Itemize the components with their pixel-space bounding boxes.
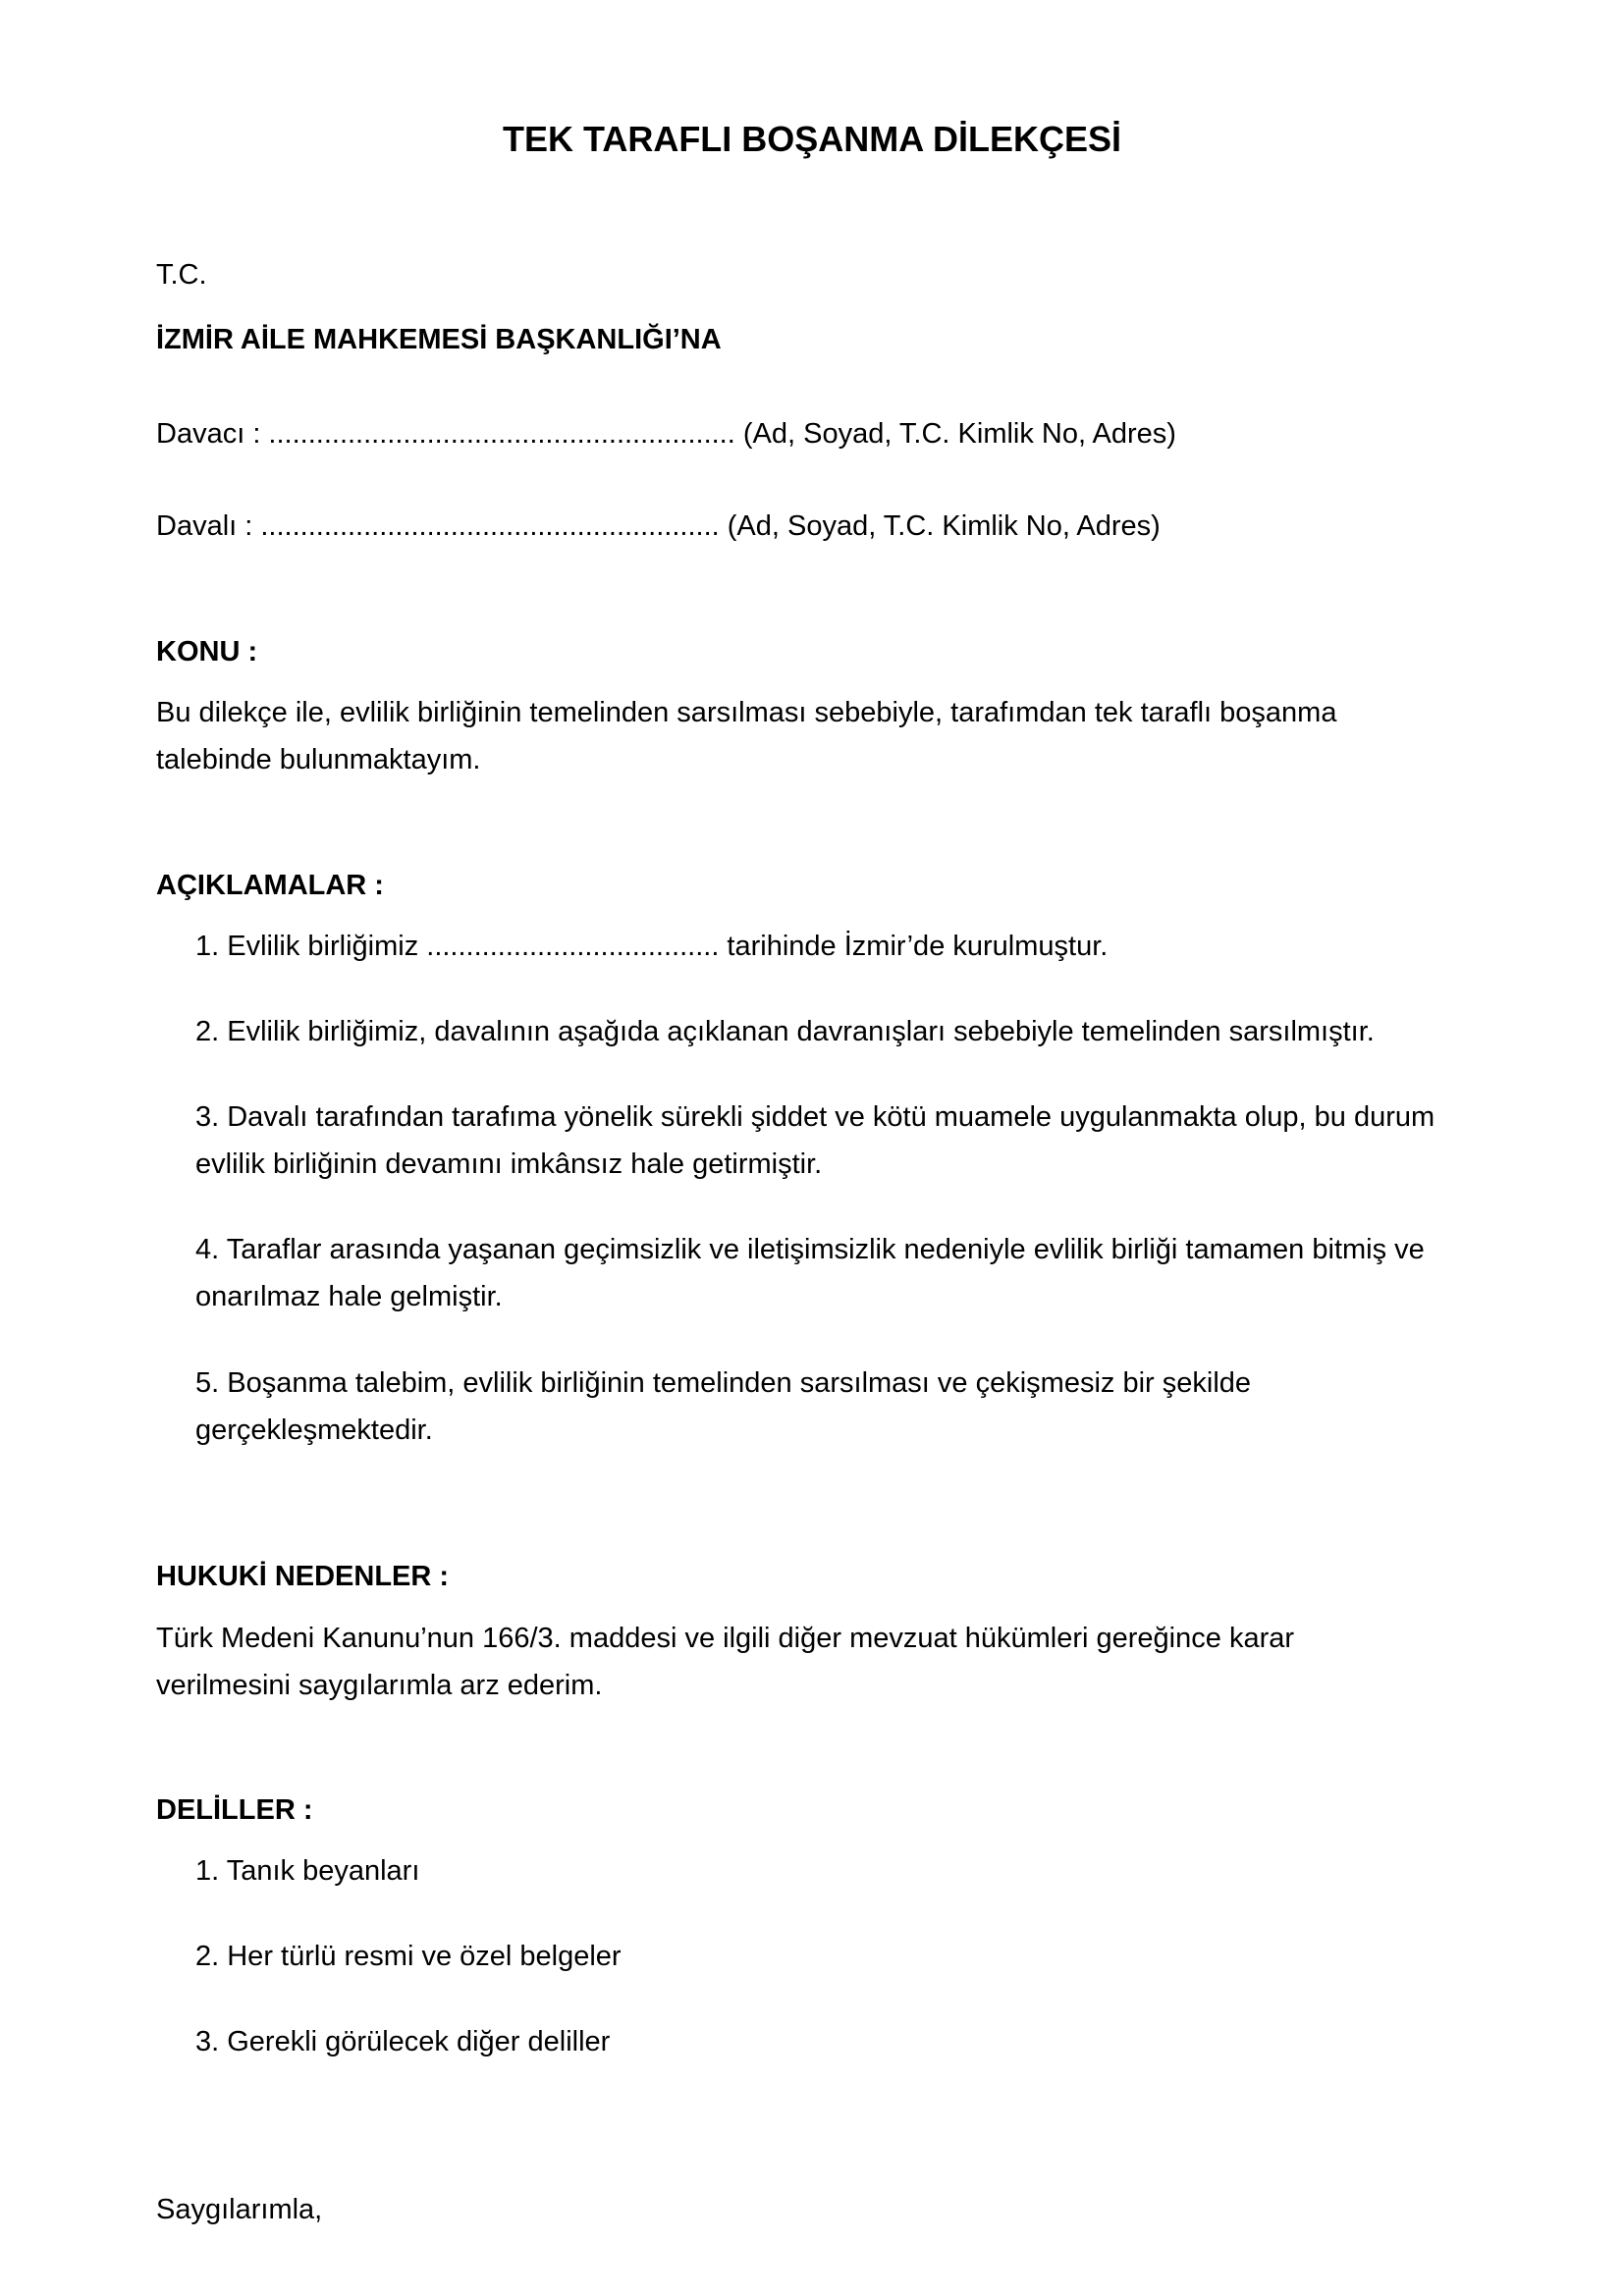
- plaintiff-line: Davacı : ........................................................... (Ad, Soyad, T.C. Kimlik No, Adres): [156, 418, 1176, 450]
- legal-text: Türk Medeni Kanunu’nun 166/3. maddesi ve ilgili diğer mevzuat hükümleri gereğince karar verilmesini saygılarımla arz ederim.: [156, 1623, 1295, 1701]
- evidence-item-1: 1. Tanık beyanları: [195, 1855, 420, 1887]
- evidence-item-3: 3. Gerekli görülecek diğer deliller: [195, 2026, 611, 2057]
- explanation-item-2: 2. Evlilik birliğimiz, davalının aşağıda açıklanan davranışları sebebiyle temelinden sarsılmıştır.: [195, 1016, 1375, 1047]
- document-title: TEK TARAFLI BOŞANMA DİLEKÇESİ: [503, 119, 1121, 159]
- explanation-item-5: 5. Boşanma talebim, evlilik birliğinin temelinden sarsılması ve çekişmesiz bir şekilde gerçekleşmektedir.: [195, 1367, 1252, 1446]
- subject-heading: KONU :: [156, 636, 258, 667]
- evidence-heading: DELİLLER :: [156, 1794, 313, 1826]
- court-address: İZMİR AİLE MAHKEMESİ BAŞKANLIĞI’NA: [156, 324, 722, 355]
- closing-text: Saygılarımla,: [156, 2194, 323, 2225]
- defendant-line: Davalı : .......................................................... (Ad, Soyad, T.C. Kimlik No, Adres): [156, 510, 1161, 542]
- legal-heading: HUKUKİ NEDENLER :: [156, 1561, 450, 1592]
- explanation-item-3: 3. Davalı tarafından tarafıma yönelik sürekli şiddet ve kötü muamele uygulanmakta olup, bu durum evlilik birliğinin devamını imkânsız hale getirmiştir.: [195, 1101, 1435, 1180]
- subject-text: Bu dilekçe ile, evlilik birliğinin temelinden sarsılması sebebiyle, tarafımdan tek taraflı boşanma talebinde bulunmaktayım.: [156, 697, 1337, 775]
- header-tc: T.C.: [156, 259, 207, 291]
- evidence-item-2: 2. Her türlü resmi ve özel belgeler: [195, 1941, 622, 1972]
- explanations-heading: AÇIKLAMALAR :: [156, 870, 384, 901]
- explanation-item-4: 4. Taraflar arasında yaşanan geçimsizlik ve iletişimsizlik nedeniyle evlilik birliği tamamen bitmiş ve onarılmaz hale gelmiştir.: [195, 1234, 1425, 1312]
- explanation-item-1: 1. Evlilik birliğimiz ..................................... tarihinde İzmir’de kurulmuştur.: [195, 931, 1109, 962]
